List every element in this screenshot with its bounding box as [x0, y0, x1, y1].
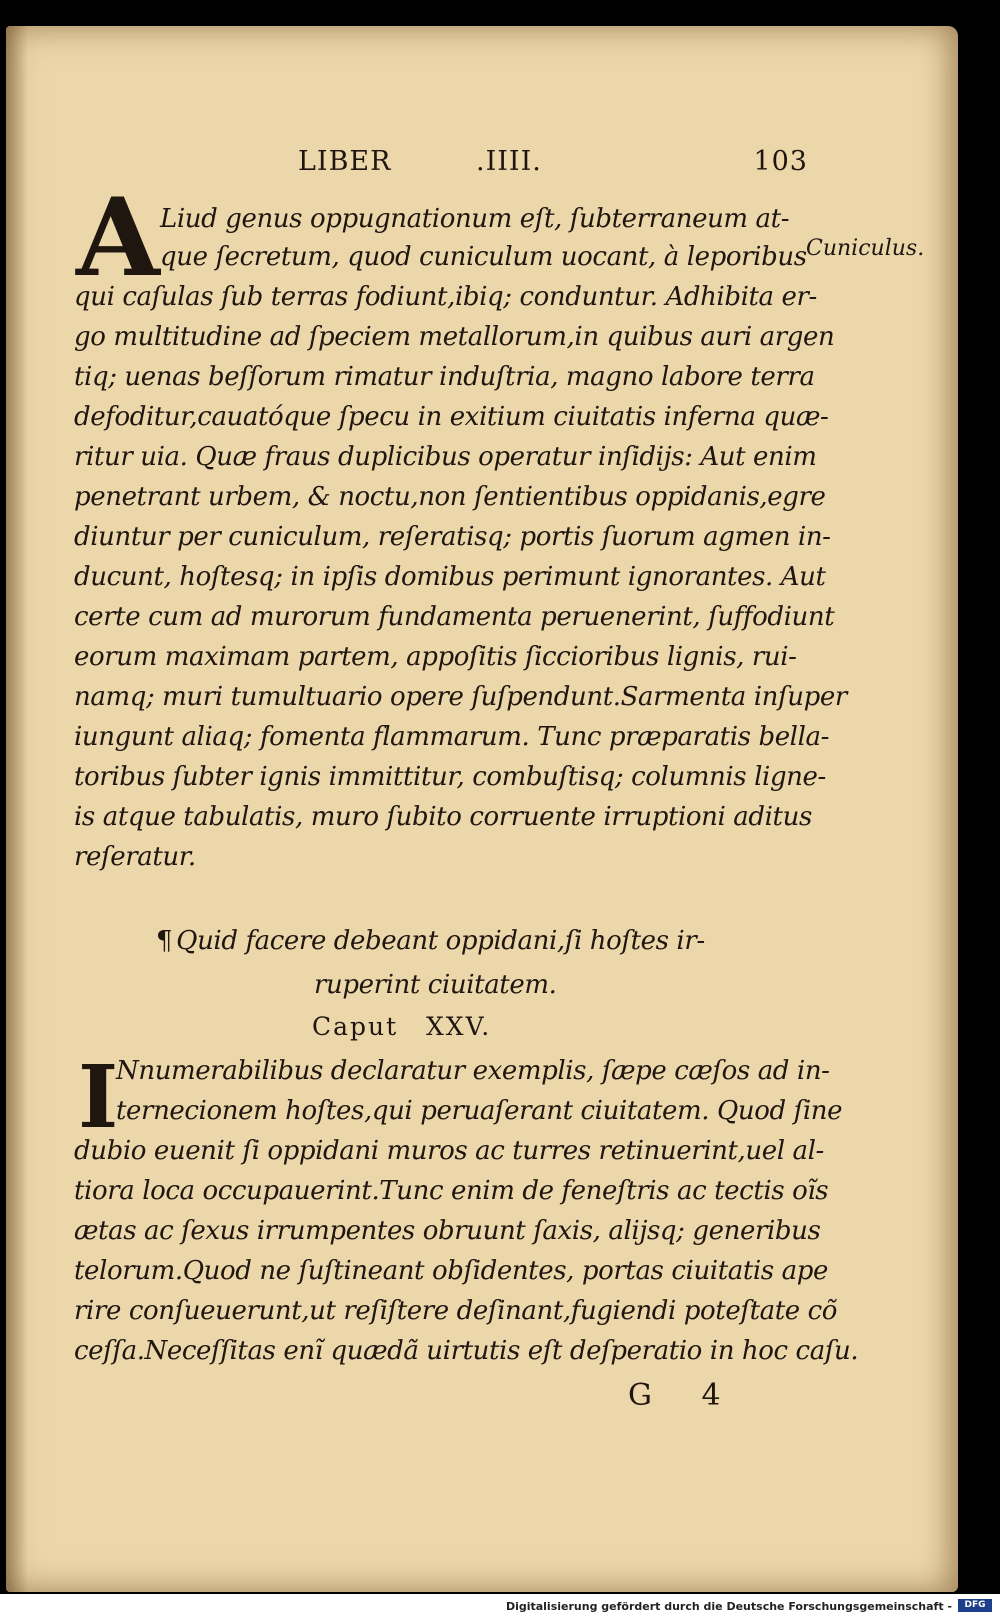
text-line: ducunt, hoſtesq; in ipſis domibus perimunt ignorantes. Aut [74, 562, 826, 592]
text-line: Liud genus oppugnationum eſt, ſubterraneum at- [160, 204, 790, 234]
caput-number: XXV. [426, 1012, 492, 1041]
text-line: rire conſueuerunt,ut reſiſtere deſinant,fugiendi poteſtate cõ [74, 1296, 838, 1326]
text-line: ceſſa.Neceſſitas enĩ quædã uirtutis eſt deſperatio in hoc caſu. [74, 1336, 859, 1366]
text-line: reſeratur. [74, 842, 196, 872]
header-book-number: .IIII. [476, 146, 542, 177]
text-line: ritur uia. Quæ fraus duplicibus operatur inſidijs: Aut enim [74, 442, 817, 472]
text-line: telorum.Quod ne ſuſtineant obſidentes, portas ciuitatis ape [74, 1256, 828, 1286]
pilcrow-icon: ¶ [156, 926, 173, 956]
signature-mark: G 4 [628, 1378, 741, 1413]
text-line: ternecionem hoſtes,qui peruaſerant ciuitatem. Quod ſine [116, 1096, 843, 1126]
text-line: eorum maximam partem, appoſitis ſiccioribus lignis, rui- [74, 642, 797, 672]
text-line: que ſecretum, quod cuniculum uocant, à leporibus [160, 242, 807, 272]
text-line: qui caſulas ſub terras fodiunt,ibiq; conduntur. Adhibita er- [74, 282, 817, 312]
text-line: go multitudine ad ſpeciem metallorum,in quibus auri argen [74, 322, 835, 352]
drop-cap-i: I [78, 1047, 119, 1148]
text-line: tiora loca occupauerint.Tunc enim de feneſtris ac tectis oĩs [74, 1176, 829, 1206]
caput-label: Caput [312, 1012, 399, 1041]
text-line: certe cum ad murorum fundamenta peruenerint, ſuffodiunt [74, 602, 835, 632]
text-line: iungunt aliaq; fomenta flammarum. Tunc præparatis bella- [74, 722, 829, 752]
text-line: diuntur per cuniculum, reſeratisq; portis ſuorum agmen in- [74, 522, 831, 552]
text-line: Nnumerabilibus declaratur exemplis, ſæpe cæſos ad in- [116, 1056, 830, 1086]
text-line: is atque tabulatis, muro ſubito corruente irruptioni aditus [74, 802, 812, 832]
chapter-title: Quid facere debeant oppidani,ſi hoſtes ir- [176, 926, 705, 956]
running-header [298, 146, 808, 182]
text-line: toribus ſubter ignis immittitur, combuſtisq; columnis ligne- [74, 762, 826, 792]
drop-cap-a: A [76, 175, 160, 301]
text-line: namq; muri tumultuario opere ſuſpendunt.Sarmenta inſuper [74, 682, 847, 712]
book-page [6, 26, 958, 1592]
chapter-title-line-2: ruperint ciuitatem. [314, 970, 557, 1000]
text-line: penetrant urbem, & noctu,non ſentientibus oppidanis,egre [74, 482, 826, 512]
page-number: 103 [753, 146, 808, 177]
text-line: tiq; uenas beſſorum rimatur induſtria, magno labore terra [74, 362, 815, 392]
footer-credit: Digitalisierung gefördert durch die Deutsche Forschungsgemeinschaft - [505, 1600, 952, 1613]
text-line: dubio euenit ſi oppidani muros ac turres retinuerint,uel al- [74, 1136, 824, 1166]
dfg-logo: DFG [958, 1599, 992, 1612]
margin-note: Cuniculus. [806, 236, 925, 261]
text-line: defoditur,cauatóque ſpecu in exitium ciuitatis inferna quæ- [74, 402, 829, 432]
text-line: ætas ac ſexus irrumpentes obruunt ſaxis, alijsq; generibus [74, 1216, 821, 1246]
chapter-title-line [156, 924, 705, 958]
header-book-label: LIBER [298, 146, 392, 177]
footer-bar [0, 1594, 1000, 1617]
